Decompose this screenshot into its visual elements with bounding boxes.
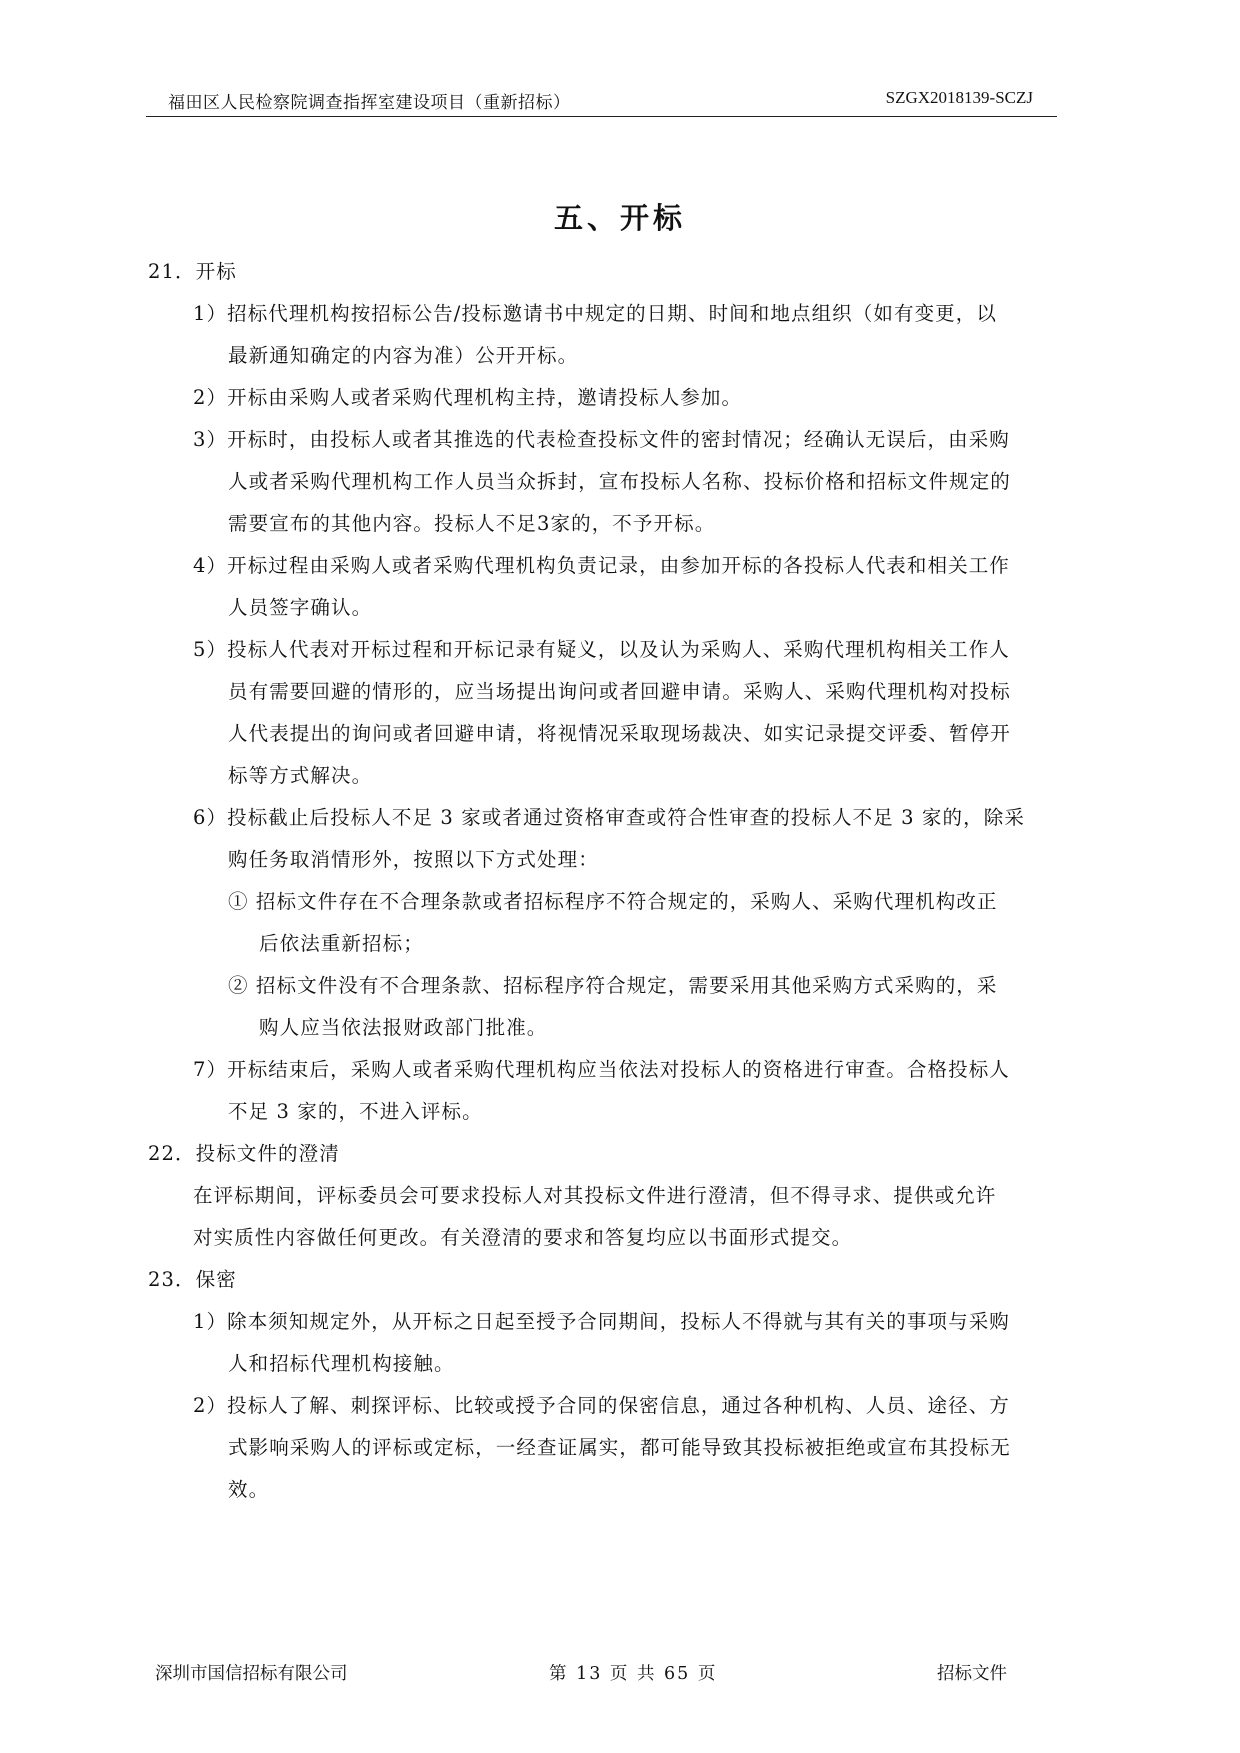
text-line: 3）开标时，由投标人或者其推选的代表检查投标文件的密封情况；经确认无误后，由采购: [193, 428, 1010, 451]
text-line: 效。: [228, 1478, 270, 1501]
text-line: 2）投标人了解、刺探评标、比较或授予合同的保密信息，通过各种机构、人员、途径、方: [193, 1394, 1010, 1417]
section-heading: 21．开标: [148, 260, 237, 283]
text-line: 式影响采购人的评标或定标，一经查证属实，都可能导致其投标被拒绝或宣布其投标无: [228, 1436, 1011, 1459]
text-line: 6）投标截止后投标人不足 3 家或者通过资格审查或符合性审查的投标人不足 3 家的，除采: [193, 806, 1025, 829]
text-line: 人和招标代理机构接触。: [228, 1352, 455, 1375]
footer-company: 深圳市国信招标有限公司: [155, 1664, 348, 1684]
text-line: 购任务取消情形外，按照以下方式处理：: [228, 848, 599, 871]
header-project-code: SZGX2018139-SCZJ: [885, 88, 1033, 107]
text-line: 购人应当依法报财政部门批准。: [259, 1016, 548, 1039]
text-line: 1）招标代理机构按招标公告/投标邀请书中规定的日期、时间和地点组织（如有变更，以: [193, 302, 997, 325]
section-heading: 22．投标文件的澄清: [148, 1142, 340, 1165]
text-line: 人或者采购代理机构工作人员当众拆封，宣布投标人名称、投标价格和招标文件规定的: [228, 470, 1011, 493]
text-line: 1）除本须知规定外，从开标之日起至授予合同期间，投标人不得就与其有关的事项与采购: [193, 1310, 1010, 1333]
footer-page-number: 第 13 页 共 65 页: [549, 1664, 718, 1684]
text-line: 标等方式解决。: [228, 764, 373, 787]
text-line: 人代表提出的询问或者回避申请，将视情况采取现场裁决、如实记录提交评委、暂停开: [228, 722, 1011, 745]
text-line: 4）开标过程由采购人或者采购代理机构负责记录，由参加开标的各投标人代表和相关工作: [193, 554, 1010, 577]
text-line: 人员签字确认。: [228, 596, 373, 619]
section-heading: 23．保密: [148, 1268, 237, 1291]
page-header: [146, 86, 1057, 117]
text-line: 5）投标人代表对开标过程和开标记录有疑义，以及认为采购人、采购代理机构相关工作人: [193, 638, 1010, 661]
text-line: 后依法重新招标；: [259, 932, 424, 955]
text-line: 在评标期间，评标委员会可要求投标人对其投标文件进行澄清，但不得寻求、提供或允许: [193, 1184, 997, 1207]
text-line: 7）开标结束后，采购人或者采购代理机构应当依法对投标人的资格进行审查。合格投标人: [193, 1058, 1010, 1081]
text-line: 最新通知确定的内容为准）公开开标。: [228, 344, 579, 367]
text-line: 员有需要回避的情形的，应当场提出询问或者回避申请。采购人、采购代理机构对投标: [228, 680, 1011, 703]
section-title: 五、开标: [553, 201, 686, 235]
text-line: 对实质性内容做任何更改。有关澄清的要求和答复均应以书面形式提交。: [193, 1226, 853, 1249]
text-line: 需要宣布的其他内容。投标人不足3家的，不予开标。: [228, 512, 716, 535]
text-line: ② 招标文件没有不合理条款、招标程序符合规定，需要采用其他采购方式采购的，采: [228, 974, 998, 997]
text-line: 不足 3 家的，不进入评标。: [228, 1100, 483, 1123]
footer-doc-type: 招标文件: [937, 1664, 1007, 1684]
header-project-title: 福田区人民检察院调查指挥室建设项目（重新招标）: [168, 93, 571, 113]
text-line: 2）开标由采购人或者采购代理机构主持，邀请投标人参加。: [193, 386, 743, 409]
text-line: ① 招标文件存在不合理条款或者招标程序不符合规定的，采购人、采购代理机构改正: [228, 890, 998, 913]
